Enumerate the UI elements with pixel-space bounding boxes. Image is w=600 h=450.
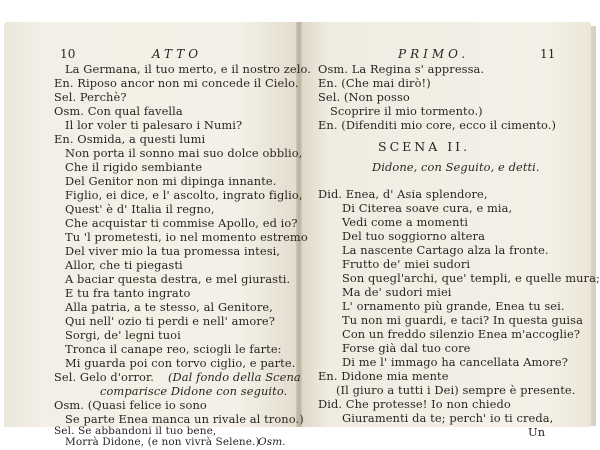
- text-line: Che il rigido sembiante: [65, 160, 203, 174]
- text-line: Con un freddo silenzio Enea m'accoglie?: [342, 327, 581, 341]
- text-line: Di Citerea soave cura, e mia,: [342, 201, 513, 215]
- scene-title: SCENA II.: [378, 139, 471, 154]
- text-line: Scoprire il mio tormento.): [330, 104, 483, 118]
- text-line: La nascente Cartago alza la fronte.: [342, 243, 549, 257]
- text-line: En. Didone mia mente: [318, 369, 449, 383]
- catchword: Osm.: [258, 436, 286, 448]
- text-line: En. Riposo ancor non mi concede il Cielo.: [54, 76, 299, 90]
- text-line: Sorgi, de' legni tuoi: [65, 328, 181, 342]
- text-line: Giuramenti da te; perch' io ti creda,: [342, 411, 554, 425]
- text-line: A baciar questa destra, e mel giurasti.: [65, 272, 291, 286]
- text-line: Did. Che protesse! Io non chiedo: [318, 397, 511, 411]
- text-line: Tu non mi guardi, e taci? In questa guisa: [342, 313, 583, 327]
- text-line: Frutto de' miei sudori: [342, 257, 471, 271]
- text-line: Del Genitor non mi dipinga innante.: [65, 174, 277, 188]
- page-edge: [591, 26, 596, 426]
- scene-subtitle: Didone, con Seguito, e detti.: [372, 160, 540, 174]
- text-line: Se parte Enea manca un rivale al trono.): [65, 412, 304, 426]
- left-running-head: ATTO: [152, 47, 203, 61]
- text-line: Alla patria, a te stesso, al Genitore,: [65, 300, 273, 314]
- text-line: En. (Difenditi mio core, ecco il cimento.): [318, 118, 557, 132]
- text-line: (Il giuro a tutti i Dei) sempre è presente.: [336, 383, 576, 397]
- text-line: En. (Che mai dirò!): [318, 76, 431, 90]
- text-line: L' ornamento più grande, Enea tu sei.: [342, 299, 565, 313]
- text-line: Sel. Gelo d'orror.: [54, 370, 155, 384]
- text-line: Ma de' sudori miei: [342, 285, 452, 299]
- text-line: La Germana, il tuo merto, e il nostro zelo.: [65, 62, 311, 76]
- left-page-number: 10: [60, 47, 76, 61]
- catchword: Un: [528, 425, 546, 439]
- text-line: Morrà Didone, (e non vivrà Selene.): [65, 436, 260, 448]
- stage-direction: (Dal fondo della Scena: [168, 370, 301, 384]
- text-line: Allor, che ti piegasti: [65, 258, 183, 272]
- text-line: Osm. (Quasi felice io sono: [54, 398, 207, 412]
- stage-direction: comparisce Didone con seguito.: [100, 384, 288, 398]
- text-line: E tu fra tanto ingrato: [65, 286, 191, 300]
- text-line: Son quegl'archi, que' templi, e quelle mura;: [342, 271, 600, 285]
- text-line: Del tuo soggiorno altera: [342, 229, 485, 243]
- text-line: Vedi come a momenti: [342, 215, 468, 229]
- text-line: Osm. Con qual favella: [54, 104, 183, 118]
- text-line: Qui nell' ozio ti perdi e nell' amore?: [65, 314, 275, 328]
- text-line: Osm. La Regina s' appressa.: [318, 62, 485, 76]
- right-page-number: 11: [540, 47, 556, 61]
- text-line: Sel. (Non posso: [318, 90, 410, 104]
- text-line: Mi guarda poi con torvo ciglio, e parte.: [65, 356, 296, 370]
- text-line: Did. Enea, d' Asia splendore,: [318, 187, 488, 201]
- text-line: Sel. Se abbandoni il tuo bene,: [54, 425, 217, 437]
- text-line: Figlio, ei dice, e l' ascolto, ingrato figlio,: [65, 188, 303, 202]
- text-line: Di me l' immago ha cancellata Amore?: [342, 355, 568, 369]
- text-line: Forse già dal tuo core: [342, 341, 471, 355]
- text-line: Il lor voler ti palesaro i Numi?: [65, 118, 243, 132]
- text-line: En. Osmida, a questi lumi: [54, 132, 206, 146]
- text-line: Sel. Perchè?: [54, 90, 127, 104]
- text-line: Che acquistar ti commise Apollo, ed io?: [65, 216, 298, 230]
- text-line: Non porta il sonno mai suo dolce obblio,: [65, 146, 303, 160]
- text-line: Tronca il canape reo, sciogli le farte:: [65, 342, 282, 356]
- text-line: Quest' è d' Italia il regno,: [65, 202, 215, 216]
- right-running-head: PRIMO.: [398, 47, 470, 61]
- text-line: Tu 'l prometesti, io nel momento estremo: [65, 230, 308, 244]
- text-line: Del viver mio la tua promessa intesi,: [65, 244, 281, 258]
